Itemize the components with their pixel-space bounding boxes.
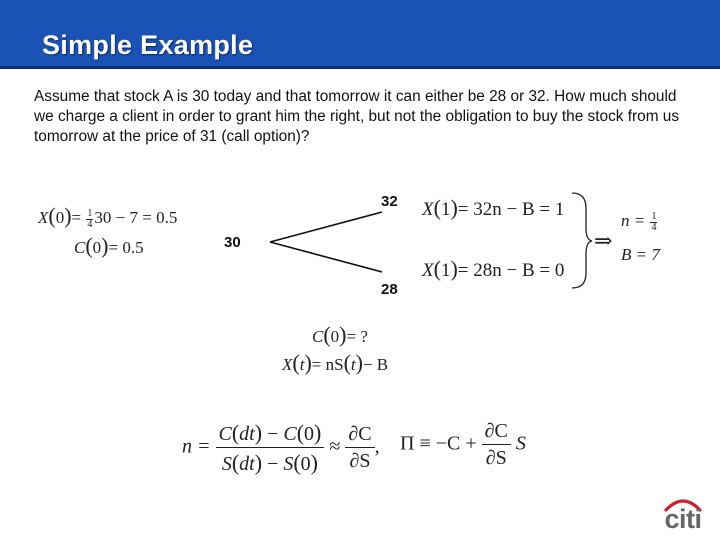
fraction-hedge: $\frac{C(dt) - C(0)}{S(dt) - S(0)}$	[216, 420, 325, 476]
fraction-delta: $\frac{\partial C}{\partial S}$	[482, 420, 511, 470]
implies-arrow-icon: ⇒	[594, 228, 613, 253]
citi-logo-text: citi	[664, 504, 702, 534]
question-text: Assume that stock A is 30 today and that tomorrow it can either be 28 or 32. How much should we charge a client in order to grant him the right, but not the obligation to buy the stock from us tomorrow at the price of 31 (call option)?	[34, 88, 680, 145]
tree-node-root: 30	[224, 234, 241, 251]
formula-x1-up: X(1)= 32n − B = 1	[422, 195, 565, 220]
formula-c0-unknown: C(0)= ?	[312, 322, 368, 347]
fraction-partial: $\frac{\partial C}{\partial S}$	[345, 423, 374, 473]
formula-b-value: B = 7	[621, 245, 660, 264]
formula-n-value: n = $\frac{1}{4}$	[621, 210, 657, 233]
tree-branch-up	[270, 212, 382, 242]
fraction-quarter: $\frac{1}{4}$	[87, 207, 93, 230]
formula-x0: X(0)= $\frac{1}{4}$ 30 − 7 = 0.5	[38, 203, 178, 230]
formula-hedge-ratio: n = $\frac{C(dt) - C(0)}{S(dt) - S(0)}$ ≈ $\frac{\partial C}{\partial S}$ ,	[182, 420, 380, 475]
formula-xt: X(t)= nS(t)− B	[282, 350, 389, 375]
formula-c0: C(0)= 0.5	[74, 233, 144, 258]
formula-x1-down: X(1)= 28n − B = 0	[422, 256, 565, 281]
citi-logo	[658, 494, 708, 534]
tree-branch-down	[270, 242, 382, 272]
tree-node-down: 28	[381, 281, 398, 298]
slide-title: Simple Example	[42, 30, 254, 60]
formula-portfolio: Π ≡ −C + $\frac{\partial C}{\partial S}$ S	[400, 420, 526, 469]
brace-icon	[572, 193, 592, 288]
tree-node-up: 32	[381, 193, 398, 210]
